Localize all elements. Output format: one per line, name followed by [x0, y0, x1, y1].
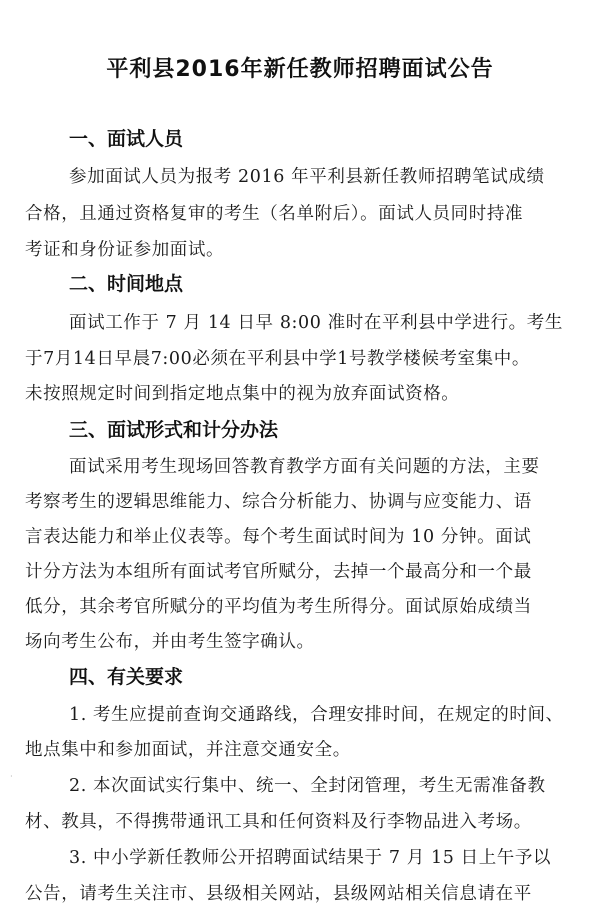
- section-heading-requirements: 四、有关要求: [69, 666, 184, 688]
- paragraph-line: 面试采用考生现场回答教育教学方面有关问题的方法，主要: [69, 457, 540, 477]
- paragraph-line: 场向考生公布，并由考生签字确认。: [25, 632, 315, 652]
- paragraph-line: 地点集中和参加面试，并注意交通安全。: [25, 740, 351, 760]
- paragraph-line: 计分方法为本组所有面试考官所赋分，去掉一个最高分和一个最: [25, 562, 532, 582]
- scan-speck: ·: [10, 772, 13, 781]
- paragraph-line: 参加面试人员为报考 2016 年平利县新任教师招聘笔试成绩: [69, 167, 545, 187]
- section-heading-format-scoring: 三、面试形式和计分办法: [69, 419, 279, 441]
- paragraph-line: 面试工作于 7 月 14 日早 8:00 准时在平利县中学进行。考生: [69, 313, 563, 333]
- paragraph-line: 合格，且通过资格复审的考生（名单附后）。面试人员同时持准: [25, 204, 524, 224]
- document-title: 平利县2016年新任教师招聘面试公告: [106, 57, 494, 82]
- paragraph-line: 公告，请考生关注市、县级相关网站，县级网站相关信息请在平: [25, 884, 532, 904]
- paragraph-line: 低分，其余考官所赋分的平均值为考生所得分。面试原始成绩当: [25, 597, 532, 617]
- section-heading-time-place: 二、时间地点: [69, 273, 184, 295]
- paragraph-line: 未按照规定时间到指定地点集中的视为放弃面试资格。: [25, 384, 460, 404]
- paragraph-line: 考察考生的逻辑思维能力、综合分析能力、协调与应变能力、语: [25, 492, 532, 512]
- paragraph-line: 3. 中小学新任教师公开招聘面试结果于 7 月 15 日上午予以: [69, 848, 552, 868]
- paragraph-line: 言表达能力和举止仪表等。每个考生面试时间为 10 分钟。面试: [25, 527, 532, 547]
- paragraph-line: 于7月14日早晨7:00必须在平利县中学1号教学楼候考室集中。: [25, 349, 530, 369]
- paragraph-line: 考证和身份证参加面试。: [25, 240, 225, 260]
- paragraph-line: 2. 本次面试实行集中、统一、全封闭管理，考生无需准备教: [69, 776, 546, 796]
- section-heading-interviewees: 一、面试人员: [69, 128, 184, 150]
- paragraph-line: 材、教具，不得携带通讯工具和任何资料及行李物品进入考场。: [25, 812, 532, 832]
- paragraph-line: 1. 考生应提前查询交通路线，合理安排时间，在规定的时间、: [69, 705, 564, 725]
